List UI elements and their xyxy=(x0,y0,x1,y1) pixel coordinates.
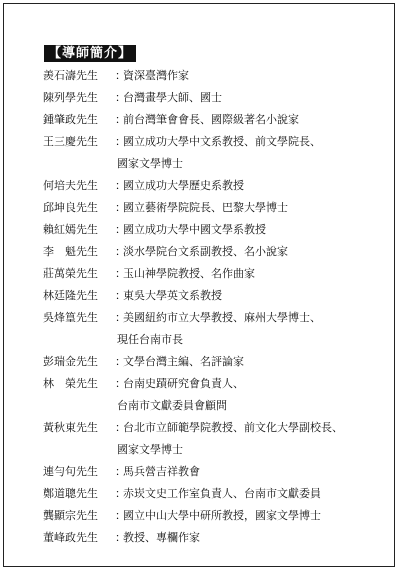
mentor-description: 美國紐約市立大學教授、麻州大學博士、 xyxy=(123,311,321,324)
mentor-name: 鍾肇政先生 xyxy=(43,113,98,126)
name-separator: ： xyxy=(115,201,126,214)
mentor-name: 黃秋東先生 xyxy=(43,421,98,434)
mentor-entry xyxy=(43,131,388,175)
name-separator: ： xyxy=(115,179,126,192)
mentor-name: 陳列學先生 xyxy=(43,91,98,104)
name-separator: ： xyxy=(115,289,126,302)
mentor-entry xyxy=(43,351,388,373)
mentor-name: 何培夫先生 xyxy=(43,179,98,192)
mentor-description-continued: 現任台南市長 xyxy=(117,333,183,346)
mentor-description: 國立成功大學歷史系教授 xyxy=(123,179,244,192)
mentor-entry xyxy=(43,417,388,461)
name-separator: ： xyxy=(115,487,126,500)
name-separator: ： xyxy=(115,465,126,478)
mentor-name: 邱坤良先生 xyxy=(43,201,98,214)
mentor-description-continued: 國家文學博士 xyxy=(117,157,183,170)
mentor-description: 淡水學院台文系副教授、名小說家 xyxy=(123,245,288,258)
mentor-entry xyxy=(43,197,388,219)
mentor-description: 台北市立師範學院教授、前文化大學副校長、 xyxy=(123,421,343,434)
mentor-name: 李 魁先生 xyxy=(43,245,98,258)
mentor-name: 莊萬榮先生 xyxy=(43,267,98,280)
mentor-name: 鄭道聰先生 xyxy=(43,487,98,500)
mentor-description: 東吳大學英文系教授 xyxy=(123,289,222,302)
mentor-entry xyxy=(43,263,388,285)
name-separator: ： xyxy=(115,69,126,82)
mentor-description: 玉山神學院教授、名作曲家 xyxy=(123,267,255,280)
mentor-entry xyxy=(43,65,388,87)
section-heading: 【導師簡介】 xyxy=(44,45,136,62)
mentor-entry xyxy=(43,307,388,351)
mentor-entry xyxy=(43,87,388,109)
name-separator: ： xyxy=(115,377,126,390)
mentor-name: 羨石濤先生 xyxy=(43,69,98,82)
name-separator: ： xyxy=(115,135,126,148)
mentor-description: 馬兵營吉祥教會 xyxy=(123,465,200,478)
mentor-description: 前台灣筆會會長、國際級著名小說家 xyxy=(123,113,299,126)
mentor-description: 國立中山大學中研所教授，國家文學博士 xyxy=(123,509,321,522)
mentor-entry xyxy=(43,483,388,505)
mentor-entry xyxy=(43,219,388,241)
mentor-entry xyxy=(43,373,388,417)
mentor-description: 資深臺灣作家 xyxy=(123,69,189,82)
mentor-entry xyxy=(43,175,388,197)
mentor-name: 董峰政先生 xyxy=(43,531,98,544)
mentor-entry xyxy=(43,505,388,527)
name-separator: ： xyxy=(115,311,126,324)
mentor-name: 林 榮先生 xyxy=(43,377,98,390)
mentor-description: 國立成功大學中國文學系教授 xyxy=(123,223,266,236)
mentor-name: 王三慶先生 xyxy=(43,135,98,148)
mentor-name: 賴紅嫣先生 xyxy=(43,223,98,236)
name-separator: ： xyxy=(115,355,126,368)
mentor-description: 國立藝術學院院長、巴黎大學博士 xyxy=(123,201,288,214)
mentor-description: 教授、專欄作家 xyxy=(123,531,200,544)
mentor-description: 國立成功大學中文系教授、前文學院長、 xyxy=(123,135,321,148)
mentor-description: 台灣畫學大師、國士 xyxy=(123,91,222,104)
mentor-name: 彭瑞金先生 xyxy=(43,355,98,368)
mentor-entry xyxy=(43,109,388,131)
mentor-description-continued: 國家文學博士 xyxy=(117,443,183,456)
name-separator: ： xyxy=(115,509,126,522)
mentor-description: 文學台灣主編、名評論家 xyxy=(123,355,244,368)
name-separator: ： xyxy=(115,113,126,126)
mentor-description: 台南史蹟研究會負責人、 xyxy=(123,377,244,390)
name-separator: ： xyxy=(115,421,126,434)
name-separator: ： xyxy=(115,531,126,544)
mentor-name: 林廷隆先生 xyxy=(43,289,98,302)
mentor-name: 吳烽篁先生 xyxy=(43,311,98,324)
mentor-entry xyxy=(43,285,388,307)
name-separator: ： xyxy=(115,91,126,104)
name-separator: ： xyxy=(115,223,126,236)
mentor-description: 赤崁文史工作室負責人、台南市文獻委員 xyxy=(123,487,321,500)
mentor-description-continued: 台南市文獻委員會顧問 xyxy=(117,399,227,412)
mentor-entry xyxy=(43,527,388,549)
mentor-name: 龔顯宗先生 xyxy=(43,509,98,522)
mentor-entry xyxy=(43,241,388,263)
mentor-name: 連勻句先生 xyxy=(43,465,98,478)
mentor-entry xyxy=(43,461,388,483)
name-separator: ： xyxy=(115,267,126,280)
name-separator: ： xyxy=(115,245,126,258)
mentor-roster xyxy=(43,65,388,549)
